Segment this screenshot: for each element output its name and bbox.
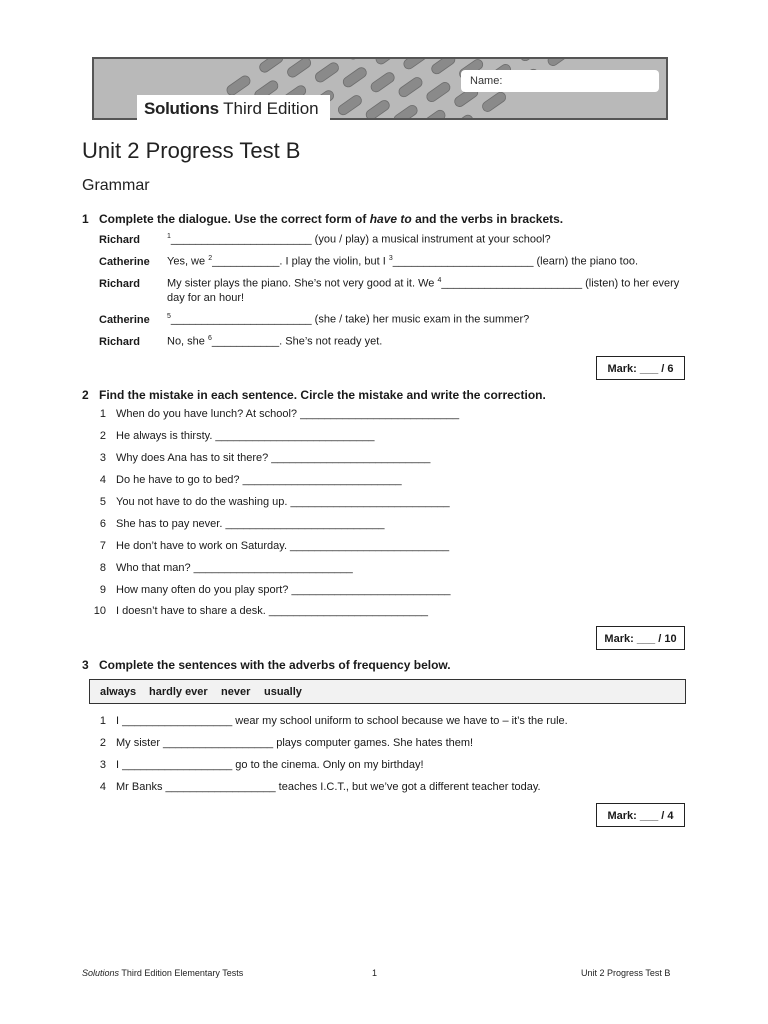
item-text: Do he have to go to bed? __________________________: [116, 474, 402, 486]
item-number: 9: [99, 584, 106, 596]
section-heading: Grammar: [82, 177, 150, 194]
item-number: 1: [99, 715, 106, 727]
item-text: She has to pay never. __________________________: [116, 518, 385, 530]
list-item: [92, 584, 451, 596]
item-number: 4: [99, 781, 106, 793]
q1-mark-box: Mark: ___ / 6: [596, 356, 685, 380]
item-number: 2: [99, 737, 106, 749]
dialogue-text: _______________________ (learn) the piano too.: [392, 255, 639, 268]
item-number: 5: [99, 496, 106, 508]
item-text: He always is thirsty. __________________________: [116, 430, 375, 442]
item-text: Who that man? __________________________: [116, 562, 353, 574]
item-number: 1: [99, 408, 106, 420]
dialogue-line: [167, 233, 551, 246]
list-item: [92, 759, 424, 771]
footer-left: [82, 968, 243, 978]
item-text: My sister __________________ plays computer games. She hates them!: [116, 737, 474, 749]
item-number: 3: [99, 759, 106, 771]
gap-number: 1: [167, 233, 171, 240]
dialogue-speaker: Catherine: [99, 256, 150, 268]
dialogue-line: [167, 277, 679, 290]
item-text: How many often do you play sport? __________________________: [116, 584, 451, 596]
list-item: [92, 737, 473, 749]
item-text: I __________________ go to the cinema. Only on my birthday!: [116, 759, 424, 771]
page-title: Unit 2 Progress Test B: [82, 138, 301, 163]
q2-instruction: Find the mistake in each sentence. Circle the mistake and write the correction.: [99, 388, 546, 402]
word-hardly-ever: hardly ever: [149, 686, 208, 698]
list-item: [92, 781, 541, 793]
footer-series: Solutions: [82, 968, 120, 978]
list-item: [92, 474, 402, 486]
list-item: [92, 715, 568, 727]
brand-rest: Third Edition: [218, 99, 319, 118]
q1-number: 1: [82, 212, 89, 226]
dialogue-text: _______________________ (she / take) her music exam in the summer?: [170, 313, 530, 326]
item-text: I __________________ wear my school uniform to school because we have to – it’s the rule.: [116, 715, 568, 727]
item-number: 6: [99, 518, 106, 530]
item-number: 10: [93, 605, 106, 617]
gap-number: 2: [208, 255, 213, 262]
brand-bold: Solutions: [144, 99, 219, 118]
q3-mark-box: Mark: ___ / 4: [596, 803, 685, 827]
list-item: [92, 430, 375, 442]
dialogue-text: ___________. I play the violin, but I: [212, 255, 389, 268]
list-item: [92, 452, 430, 464]
q1-instruction-b: and the verbs in brackets.: [411, 212, 564, 226]
word-always: always: [100, 686, 137, 698]
dialogue-speaker: Catherine: [99, 314, 150, 326]
item-text: When do you have lunch? At school? __________________________: [116, 408, 460, 420]
q1-instruction-em: have to: [369, 212, 412, 226]
gap-number: 3: [388, 255, 393, 262]
item-text: Why does Ana has to sit there? __________________________: [116, 452, 431, 464]
list-item: [92, 496, 450, 508]
item-text: I doesn’t have to share a desk. __________________________: [116, 605, 428, 617]
list-item: [92, 408, 459, 420]
q3-instruction: Complete the sentences with the adverbs of frequency below.: [99, 658, 451, 672]
footer-right: Unit 2 Progress Test B: [581, 968, 671, 978]
item-number: 8: [99, 562, 106, 574]
footer-edition: Third Edition Elementary Tests: [119, 968, 244, 978]
item-number: 7: [99, 540, 106, 552]
list-item: [92, 540, 449, 552]
dialogue-text: ___________. She’s not ready yet.: [211, 335, 383, 348]
list-item: [92, 605, 428, 617]
item-number: 3: [99, 452, 106, 464]
word-usually: usually: [264, 686, 302, 698]
q2-heading: [82, 388, 546, 402]
q2-number: 2: [82, 388, 89, 402]
word-never: never: [221, 686, 251, 698]
page-number: 1: [372, 968, 378, 978]
name-label: Name:: [470, 75, 503, 87]
dialogue-text: My sister plays the piano. She’s not very good at it. We: [167, 277, 438, 290]
word-box: [89, 679, 686, 704]
list-item: [92, 518, 385, 530]
q2-mark-box: Mark: ___ / 10: [596, 626, 685, 650]
brand-logo: [144, 99, 319, 119]
item-text: He don’t have to work on Saturday. __________________________: [116, 540, 450, 552]
q3-number: 3: [82, 658, 89, 672]
dialogue-speaker: Richard: [99, 234, 140, 246]
dialogue-line: [167, 313, 529, 326]
dialogue-line: [167, 335, 382, 348]
dialogue-line: [167, 255, 638, 268]
item-text: You not have to do the washing up. __________________________: [116, 496, 450, 508]
dialogue-line-continued: day for an hour!: [167, 292, 245, 304]
item-number: 2: [99, 430, 106, 442]
gap-number: 6: [207, 335, 212, 342]
item-number: 4: [99, 474, 106, 486]
q1-instruction-a: Complete the dialogue. Use the correct form of: [99, 212, 370, 226]
dialogue-speaker: Richard: [99, 336, 140, 348]
q1-heading: [82, 212, 563, 226]
gap-number: 4: [437, 277, 442, 284]
list-item: [92, 562, 353, 574]
item-text: Mr Banks __________________ teaches I.C.T., but we’ve got a different teacher today.: [116, 781, 541, 793]
q3-heading: [82, 658, 451, 672]
dialogue-text: _______________________ (listen) to her every: [441, 277, 680, 290]
dialogue-text: _______________________ (you / play) a musical instrument at your school?: [170, 233, 551, 246]
dialogue-text: Yes, we: [167, 255, 209, 268]
gap-number: 5: [167, 313, 171, 320]
dialogue-speaker: Richard: [99, 278, 140, 290]
dialogue-text: No, she: [167, 335, 208, 348]
